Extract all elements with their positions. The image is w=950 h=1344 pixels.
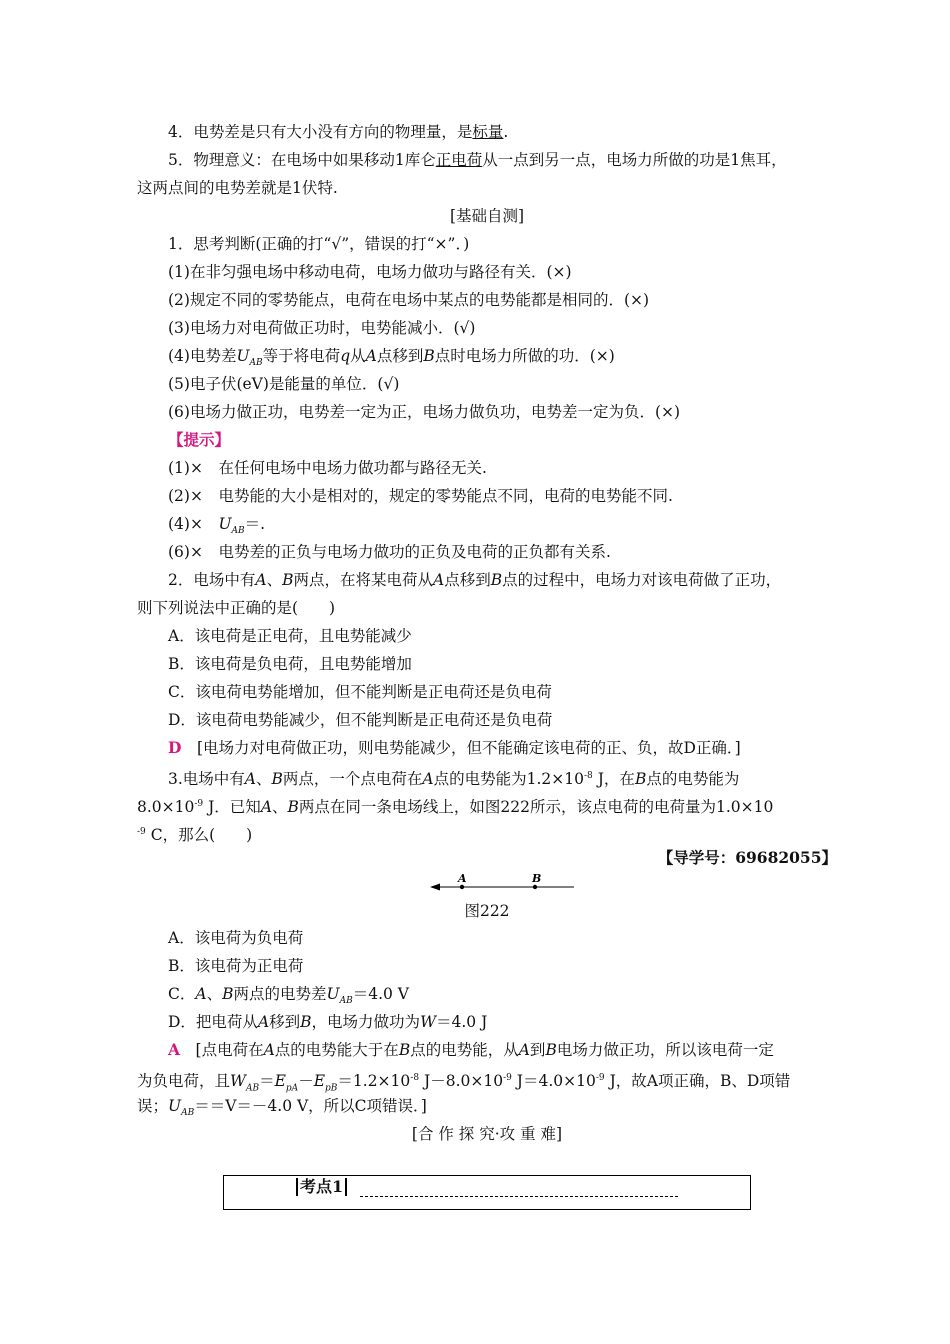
guide-number: 【导学号：69682055】 bbox=[657, 848, 837, 867]
question-3-cont-2: $^{-9}$ C，那么( ) bbox=[137, 826, 253, 845]
question-3-option-c: C．A、B两点的电势差$U_{AB}=4.0$ V bbox=[168, 985, 409, 1007]
question-3-answer-cont: 为负电荷，且$W_{AB}=E_{pA}-E_{pB}=1.2\times 10^{-8}$ $J-8.0\times 10^{-9}$ $J=4.0\times 10^{-9}$ J，故A项正确，B、D项错 bbox=[137, 1072, 791, 1094]
kaodian-box bbox=[223, 1175, 751, 1210]
question-2-option-a: A．该电荷是正电荷，且电势能减少 bbox=[168, 627, 412, 645]
question-2-cont: 则下列说法中正确的是( ) bbox=[137, 599, 336, 617]
section-heading-basic: [基础自测] bbox=[449, 207, 525, 225]
paragraph-4: 4．电势差是只有大小没有方向的物理量，是标量. bbox=[168, 123, 509, 141]
question-1-item-6: (6)电场力做正功，电势差一定为正，电场力做负功，电势差一定为负．(×) bbox=[168, 403, 681, 421]
question-3-option-b: B．该电荷为正电荷 bbox=[168, 957, 304, 975]
point-a-label: A bbox=[458, 872, 467, 885]
hint-4: (4)× $U_{AB}=$. bbox=[168, 515, 266, 537]
question-1-item-5: (5)电子伏(eV)是能量的单位．(√) bbox=[168, 375, 400, 393]
question-1-item-4: (4)电势差$U_{AB}$等于将电荷q从A点移到B点时电场力所做的功．(×) bbox=[168, 347, 615, 369]
question-2-option-b: B．该电荷是负电荷，且电势能增加 bbox=[168, 655, 412, 673]
question-1-item-2: (2)规定不同的零势能点，电荷在电场中某点的电势能都是相同的．(×) bbox=[168, 291, 650, 309]
hint-2: (2)× 电势能的大小是相对的，规定的零势能点不同，电荷的电势能不同. bbox=[168, 487, 673, 505]
question-3-cont: $8.0\times 10^{-9}$ J．已知A、B两点在同一条电场线上，如图222所示，该点电荷的电荷量为1.0×10 bbox=[137, 798, 774, 817]
point-a bbox=[460, 885, 464, 889]
kaodian-dashed-line bbox=[360, 1196, 678, 1197]
paragraph-5-cont: 这两点间的电势差就是1伏特. bbox=[137, 179, 338, 197]
hint-1: (1)× 在任何电场中电场力做功都与路径无关. bbox=[168, 459, 487, 477]
question-2-answer: D [电场力对电荷做正功，则电势能减少，但不能确定该电荷的正、负，故D正确．] bbox=[168, 738, 741, 757]
point-b-label: B bbox=[532, 872, 542, 885]
paragraph-5: 5．物理意义：在电场中如果移动1库仑正电荷从一点到另一点，电场力所做的功是1焦耳， bbox=[168, 151, 787, 169]
point-b bbox=[533, 885, 537, 889]
question-1-item-3: (3)电场力对电荷做正功时，电势能减小．(√) bbox=[168, 319, 476, 337]
question-3-answer-cont-2: 误；$U_{AB}==V=-4.0$ V，所以C项错误．] bbox=[137, 1097, 427, 1119]
field-arrow-icon bbox=[430, 884, 440, 891]
question-3-answer: A [点电荷在A点的电势能大于在B点的电势能，从A到B电场力做正功，所以该电荷一定 bbox=[168, 1040, 774, 1059]
figure-222 bbox=[428, 872, 578, 894]
question-1-item-1: (1)在非匀强电场中移动电荷，电场力做功与路径有关．(×) bbox=[168, 263, 572, 281]
question-1: 1．思考判断(正确的打“√”，错误的打“×”．) bbox=[168, 235, 470, 253]
section-heading-cooperation: [合 作 探 究·攻 重 难] bbox=[411, 1125, 563, 1143]
figure-caption: 图222 bbox=[464, 902, 510, 920]
question-3-option-d: D．把电荷从A移到B，电场力做功为W＝4.0 J bbox=[168, 1013, 488, 1031]
question-2-option-c: C．该电荷电势能增加，但不能判断是正电荷还是负电荷 bbox=[168, 683, 552, 701]
hint-6: (6)× 电势差的正负与电场力做功的正负及电荷的正负都有关系. bbox=[168, 543, 611, 561]
question-3-option-a: A．该电荷为负电荷 bbox=[168, 929, 304, 947]
question-2-option-d: D．该电荷电势能减少，但不能判断是正电荷还是负电荷 bbox=[168, 711, 553, 729]
question-3: 3.电场中有A、B两点，一个点电荷在A点的电势能为$1.2\times 10^{-8}$ J，在B点的电势能为 bbox=[168, 770, 740, 789]
hint-label: 【提示】 bbox=[168, 430, 231, 449]
question-2: 2．电场中有A、B两点，在将某电荷从A点移到B点的过程中，电场力对该电荷做了正功， bbox=[168, 571, 782, 589]
kaodian-label: 考点1 bbox=[296, 1178, 347, 1196]
